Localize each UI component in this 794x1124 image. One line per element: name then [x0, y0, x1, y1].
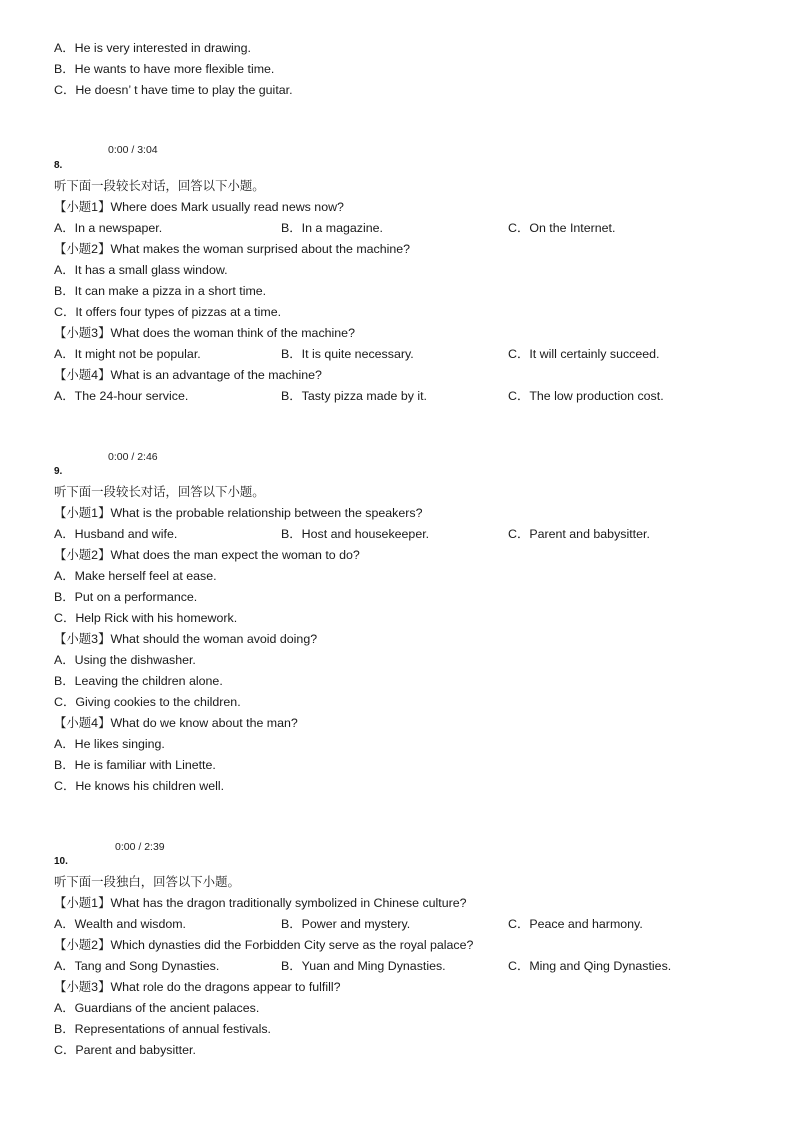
q10-sub2-question: 【小题2】Which dynasties did the Forbidden City serve as the royal palace?	[54, 938, 474, 952]
q10-sub2-option-b: B．Yuan and Ming Dynasties.	[281, 959, 446, 973]
q9-sub1-option-c: C．Parent and babysitter.	[508, 527, 650, 541]
q9-sub3-question: 【小题3】What should the woman avoid doing?	[54, 632, 318, 646]
q8-sub2-option-c: C．It offers four types of pizzas at a time.	[54, 305, 282, 319]
q9-sub2-option-b: B．Put on a performance.	[54, 590, 198, 604]
q8-sub1-option-b: B．In a magazine.	[281, 221, 383, 235]
q9-sub2-question: 【小题2】What does the man expect the woman to do?	[54, 548, 360, 562]
q9-sub3-option-a: A．Using the dishwasher.	[54, 653, 196, 667]
q8-sub3-option-a: A．It might not be popular.	[54, 347, 201, 361]
q9-sub1-option-b: B．Host and housekeeper.	[281, 527, 430, 541]
q8-sub4-option-a: A．The 24-hour service.	[54, 389, 189, 403]
q8-sub1-option-a: A．In a newspaper.	[54, 221, 163, 235]
q8-instruction: 听下面一段较长对话，回答以下小题。	[54, 179, 265, 193]
q9-sub2-option-c: C．Help Rick with his homework.	[54, 611, 238, 625]
q9-sub3-option-c: C．Giving cookies to the children.	[54, 695, 241, 709]
prev-option-b: B．He wants to have more flexible time.	[54, 62, 275, 76]
q10-sub3-question: 【小题3】What role do the dragons appear to fulfill?	[54, 980, 341, 994]
prev-option-a: A．He is very interested in drawing.	[54, 41, 251, 55]
prev-option-c: C．He doesn’ t have time to play the guitar.	[54, 83, 293, 97]
q9-sub1-question: 【小题1】What is the probable relationship between the speakers?	[54, 506, 423, 520]
q10-audio-player-time[interactable]: 0:00 / 2:39	[115, 841, 165, 853]
q8-sub3-question: 【小题3】What does the woman think of the machine?	[54, 326, 355, 340]
q8-sub4-question: 【小题4】What is an advantage of the machine?	[54, 368, 322, 382]
q10-sub2-option-a: A．Tang and Song Dynasties.	[54, 959, 220, 973]
q8-sub1-option-c: C．On the Internet.	[508, 221, 616, 235]
q10-sub1-option-c: C．Peace and harmony.	[508, 917, 643, 931]
q10-sub1-option-b: B．Power and mystery.	[281, 917, 411, 931]
q9-sub4-question: 【小题4】What do we know about the man?	[54, 716, 298, 730]
q9-sub2-option-a: A．Make herself feel at ease.	[54, 569, 217, 583]
q9-sub4-option-b: B．He is familiar with Linette.	[54, 758, 216, 772]
q10-sub1-option-a: A．Wealth and wisdom.	[54, 917, 186, 931]
q8-sub1-question: 【小题1】Where does Mark usually read news now?	[54, 200, 344, 214]
q10-instruction: 听下面一段独白，回答以下小题。	[54, 875, 240, 889]
q9-sub1-option-a: A．Husband and wife.	[54, 527, 178, 541]
q8-sub2-option-a: A．It has a small glass window.	[54, 263, 228, 277]
q9-sub3-option-b: B．Leaving the children alone.	[54, 674, 223, 688]
q10-sub3-option-b: B．Representations of annual festivals.	[54, 1022, 271, 1036]
q8-sub4-option-b: B．Tasty pizza made by it.	[281, 389, 427, 403]
q8-sub3-option-b: B．It is quite necessary.	[281, 347, 414, 361]
q10-sub3-option-a: A．Guardians of the ancient palaces.	[54, 1001, 260, 1015]
q9-audio-player-time[interactable]: 0:00 / 2:46	[108, 451, 158, 463]
q8-sub4-option-c: C．The low production cost.	[508, 389, 664, 403]
q10-sub3-option-c: C．Parent and babysitter.	[54, 1043, 196, 1057]
q8-sub2-question: 【小题2】What makes the woman surprised about the machine?	[54, 242, 411, 256]
q8-sub2-option-b: B．It can make a pizza in a short time.	[54, 284, 267, 298]
q8-sub3-option-c: C．It will certainly succeed.	[508, 347, 660, 361]
q10-sub2-option-c: C．Ming and Qing Dynasties.	[508, 959, 672, 973]
q8-number: 8.	[54, 160, 63, 171]
q9-sub4-option-a: A．He likes singing.	[54, 737, 165, 751]
q9-sub4-option-c: C．He knows his children well.	[54, 779, 225, 793]
q9-number: 9.	[54, 466, 63, 477]
q10-number: 10.	[54, 856, 68, 867]
q8-audio-player-time[interactable]: 0:00 / 3:04	[108, 144, 158, 156]
q9-instruction: 听下面一段较长对话，回答以下小题。	[54, 485, 265, 499]
q10-sub1-question: 【小题1】What has the dragon traditionally symbolized in Chinese culture?	[54, 896, 467, 910]
